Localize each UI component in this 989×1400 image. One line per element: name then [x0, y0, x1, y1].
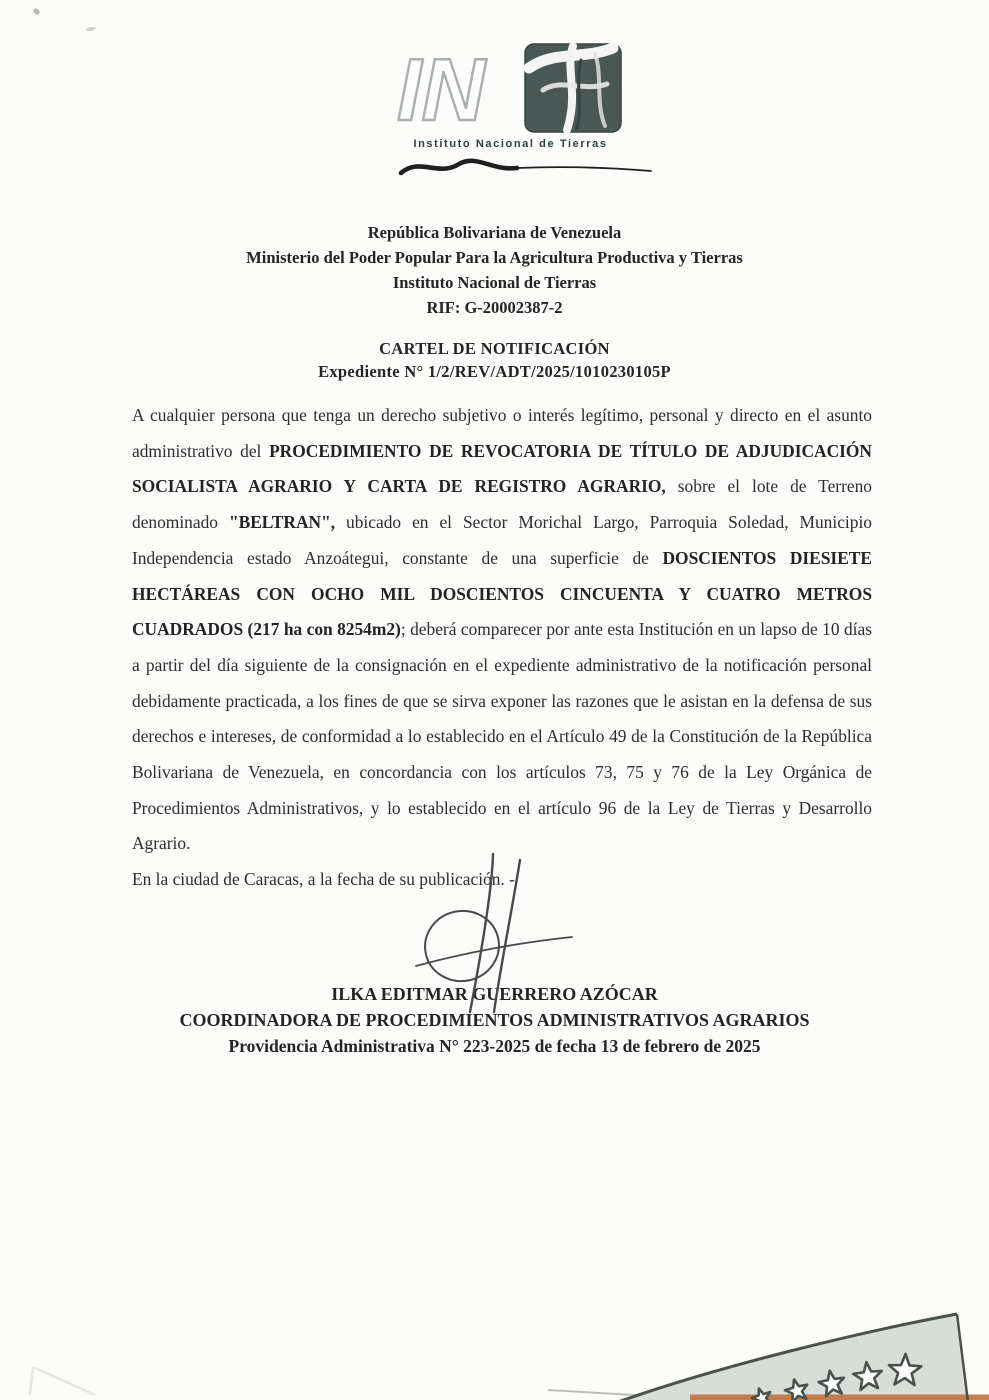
logo-caption: Instituto Nacional de Tierras	[413, 138, 608, 150]
government-header	[0, 220, 989, 320]
int-logo	[395, 40, 627, 178]
header-ministry: Ministerio del Poder Popular Para la Agricultura Productiva y Tierras	[246, 248, 743, 267]
header-republic: República Bolivariana de Venezuela	[367, 223, 622, 242]
flag-accent-bar	[690, 1395, 989, 1400]
faint-corner-mark	[0, 1365, 110, 1400]
title-cartel: CARTEL DE NOTIFICACIÓN	[379, 339, 610, 358]
scan-speck	[86, 26, 96, 31]
signatory-name: ILKA EDITMAR GUERRERO AZÓCAR	[331, 984, 658, 1004]
body-text-run: PROCEDIMIENTO DE REVOCATORIA DE TÍTULO DE ADJUDICACIÓN SOCIALISTA AGRARIO Y CARTA DE REGISTRO AGRARIO,	[132, 440, 872, 497]
signatory-block	[0, 981, 989, 1059]
logo-acronym-letters: IN	[396, 40, 485, 136]
providencia-line: Providencia Administrativa N° 223-2025 de fecha 13 de febrero de 2025	[228, 1036, 761, 1056]
closing-line: En la ciudad de Caracas, a la fecha de su publicación. -	[132, 869, 515, 890]
body-text-run: sobre el lote de Terreno denominado	[132, 476, 872, 533]
header-institute: Instituto Nacional de Tierras	[392, 273, 597, 292]
signatory-role: COORDINADORA DE PROCEDIMIENTOS ADMINISTRATIVOS AGRARIOS	[179, 1010, 810, 1030]
body-text-run: ; deberá comparecer por ante esta Institución en un lapso de 10 días a partir del día siguiente de la consignación en el expediente administrativo de la notificación personal debidamente practicada, a los fines de que se sirva exponer las razones que le asistan en la defensa de sus derechos e intereses, de conformidad a lo establecido en el Artículo 49 de la Constitución de la República Bolivariana de Venezuela, en concordancia con los artículos 73, 75 y 76 de la Ley Orgánica de Procedimientos Administrativos, y lo establecido en el artículo 96 de la Ley de Tierras y Desarrollo Agrario.	[132, 619, 872, 854]
body-section	[132, 398, 872, 898]
body-text-run: DOSCIENTOS DIESIETE HECTÁREAS CON OCHO MIL DOSCIENTOS CINCUENTA Y CUATRO METROS CUADRADOS (217 ha con 8254m2)	[132, 547, 872, 640]
newspaper-flag-graphic	[540, 1280, 989, 1400]
scan-speck	[32, 7, 41, 15]
body-text-run: A cualquier persona que tenga un derecho subjetivo o interés legítimo, personal y directo en el asunto administrativo del	[132, 405, 872, 461]
int-logo-mark	[397, 40, 625, 136]
header-rif: RIF: G-20002387-2	[426, 298, 563, 317]
title-expediente: Expediente N° 1/2/REV/ADT/2025/1010230105P	[318, 362, 671, 381]
logo-brush-swoosh-icon	[395, 154, 657, 178]
document-title-block	[0, 337, 989, 383]
body-paragraph	[132, 398, 872, 862]
body-text-run: "BELTRAN",	[228, 512, 336, 533]
logo-t-block	[525, 44, 621, 132]
body-text-run: ubicado en el Sector Morichal Largo, Parroquia Soledad, Municipio Independencia estado Anzoátegui, constante de una superficie de	[132, 512, 872, 568]
